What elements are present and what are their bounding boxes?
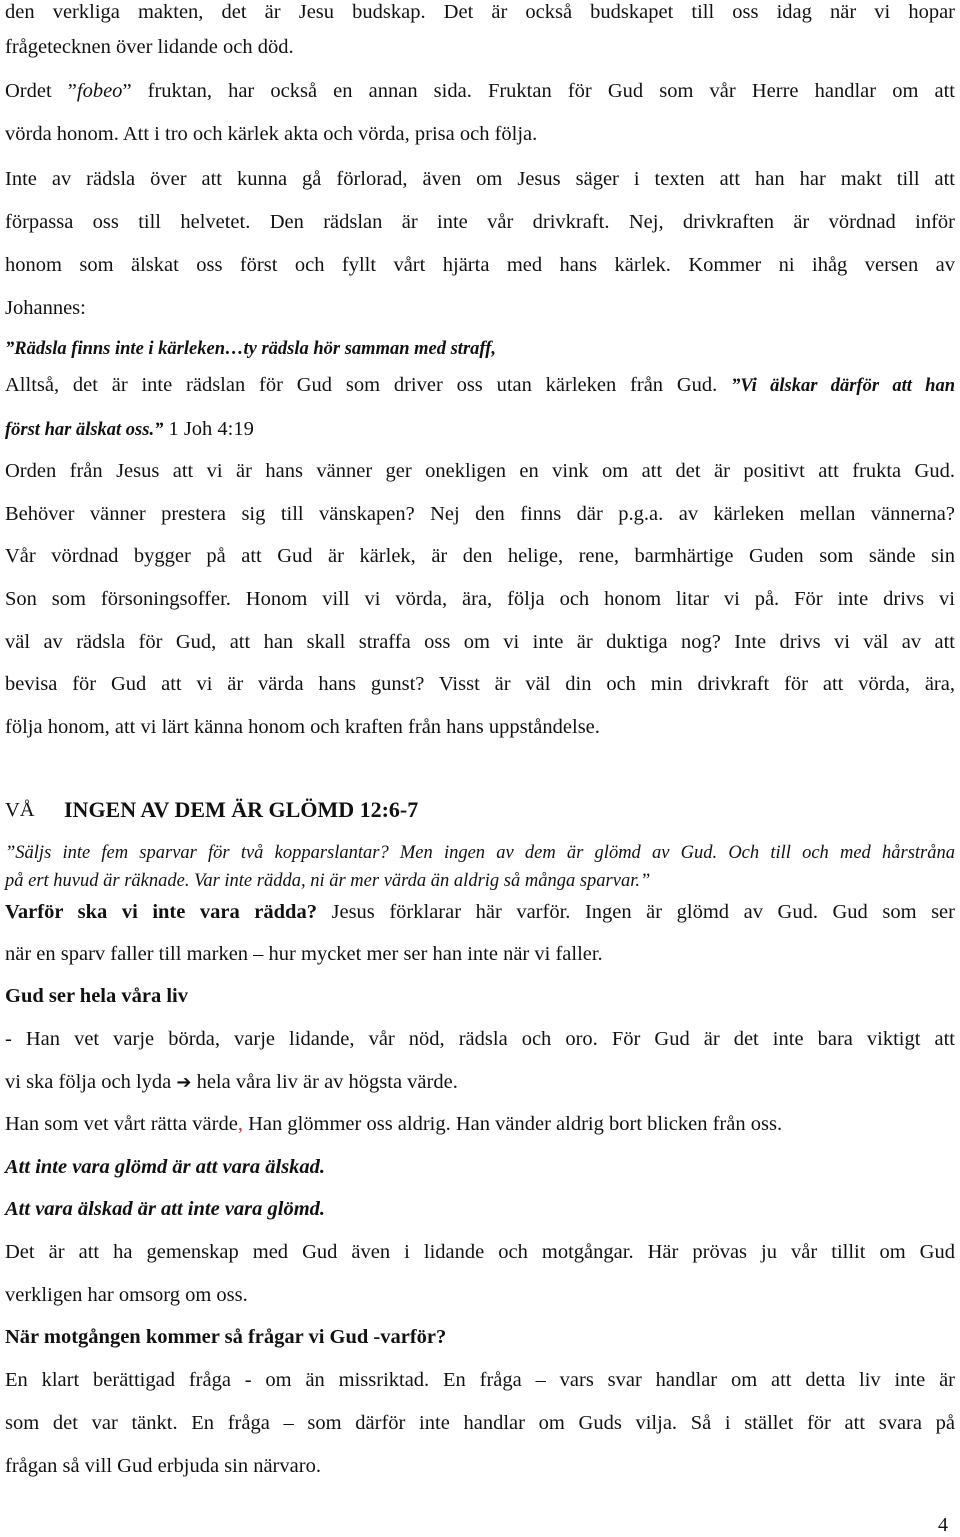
paragraph-line: Vår vördnad bygger på att Gud är kärlek, är den helige, rene, barmhärtige Guden som sände sin [5, 545, 955, 567]
paragraph-line: följa honom, att vi lärt känna honom och kraften från hans uppståndelse. [5, 716, 600, 738]
subheading: Gud ser hela våra liv [5, 985, 188, 1007]
paragraph-line: som det var tänkt. En fråga – som därför inte handlar om Guds vilja. Så i stället för att svara på [5, 1412, 955, 1434]
scripture-quote: ”Vi älskar därför att han [731, 376, 955, 396]
section-heading: INGEN AV DEM ÄR GLÖMD 12:6-7 [64, 797, 419, 822]
paragraph-line: Behöver vänner prestera sig till vänskapen? Nej den finns där p.g.a. av kärleken mellan vännerna? [5, 503, 955, 525]
scripture-reference: 1 Joh 4:19 [163, 418, 254, 440]
paragraph-line: Inte av rädsla över att kunna gå förlorad, även om Jesus säger i texten att han har makt till att [5, 168, 955, 190]
paragraph-line [5, 419, 254, 440]
page-number: 4 [938, 1514, 948, 1536]
paragraph-line: bevisa för Gud att vi är värda hans gunst? Visst är väl din och min drivkraft för att vörda, ära, [5, 673, 955, 695]
paragraph-line: vi ska följa och lyda ➔ hela våra liv är av högsta värde. [5, 1071, 458, 1093]
bold-question: Varför ska vi inte vara rädda? [5, 901, 317, 923]
section-marker: VÅ [5, 799, 35, 821]
paragraph-line: frågetecknen över lidande och död. [5, 36, 294, 58]
paragraph-line: Orden från Jesus att vi är hans vänner ger onekligen en vink om att det är positivt att frukta Gud. [5, 460, 955, 482]
paragraph-line: En klart berättigad fråga - om än missriktad. En fråga – vars svar handlar om att detta liv inte är [5, 1369, 955, 1391]
arrow-right-icon: ➔ [176, 1072, 192, 1093]
paragraph-line: Han som vet vårt rätta värde, Han glömmer oss aldrig. Han vänder aldrig bort blicken från oss. [5, 1113, 783, 1135]
quote-line: på ert huvud är räknade. Var inte rädda, ni är mer värda än aldrig så många sparvar.” [5, 871, 651, 891]
paragraph-line: Alltså, det är inte rädslan för Gud som driver oss utan kärleken från Gud. ”Vi älskar därför att han [5, 374, 955, 396]
paragraph-line: förpassa oss till helvetet. Den rädslan är inte vår drivkraft. Nej, drivkraften är vördnad inför [5, 211, 955, 233]
paragraph-line: den verkliga makten, det är Jesu budskap. Det är också budskapet till oss idag när vi hopar [5, 1, 955, 23]
paragraph-line: honom som älskat oss först och fyllt vårt hjärta med hans kärlek. Kommer ni ihåg versen av [5, 254, 955, 276]
subheading: När motgången kommer så frågar vi Gud -varför? [5, 1326, 447, 1348]
greek-word: fobeo [76, 80, 123, 102]
paragraph-line: Son som försoningsoffer. Honom vill vi vörda, ära, följa och honom litar vi på. För inte drivs vi [5, 588, 955, 610]
paragraph-line: Johannes: [5, 297, 86, 319]
emphasis-line: Att vara älskad är att inte vara glömd. [5, 1198, 326, 1220]
paragraph-line: frågan så vill Gud erbjuda sin närvaro. [5, 1455, 321, 1477]
paragraph-line: väl av rädsla för Gud, att han skall straffa oss om vi inte är duktiga nog? Inte drivs vi väl av att [5, 631, 955, 653]
paragraph-line: Ordet ”fobeo” fruktan, har också en annan sida. Fruktan för Gud som vår Herre handlar om att [5, 80, 955, 102]
paragraph-line: verkligen har omsorg om oss. [5, 1284, 248, 1306]
scripture-quote: ”Rädsla finns inte i kärleken…ty rädsla hör samman med straff, [5, 339, 496, 359]
scripture-quote: först har älskat oss.” [5, 420, 164, 440]
paragraph-line: vörda honom. Att i tro och kärlek akta och vörda, prisa och följa. [5, 123, 538, 145]
paragraph-line: Det är att ha gemenskap med Gud även i lidande och motgångar. Här prövas ju vår tillit om Gud [5, 1241, 955, 1263]
paragraph-line: Varför ska vi inte vara rädda? Jesus förklarar här varför. Ingen är glömd av Gud. Gud som ser [5, 901, 955, 923]
paragraph-line: - Han vet varje börda, varje lidande, vår nöd, rädsla och oro. För Gud är det inte bara viktigt att [5, 1028, 955, 1050]
emphasis-line: Att inte vara glömd är att vara älskad. [5, 1156, 326, 1178]
quote-line: ”Säljs inte fem sparvar för två kopparslantar? Men ingen av dem är glömd av Gud. Och till och med hårstråna [5, 843, 955, 863]
paragraph-line: när en sparv faller till marken – hur mycket mer ser han inte när vi faller. [5, 943, 603, 965]
